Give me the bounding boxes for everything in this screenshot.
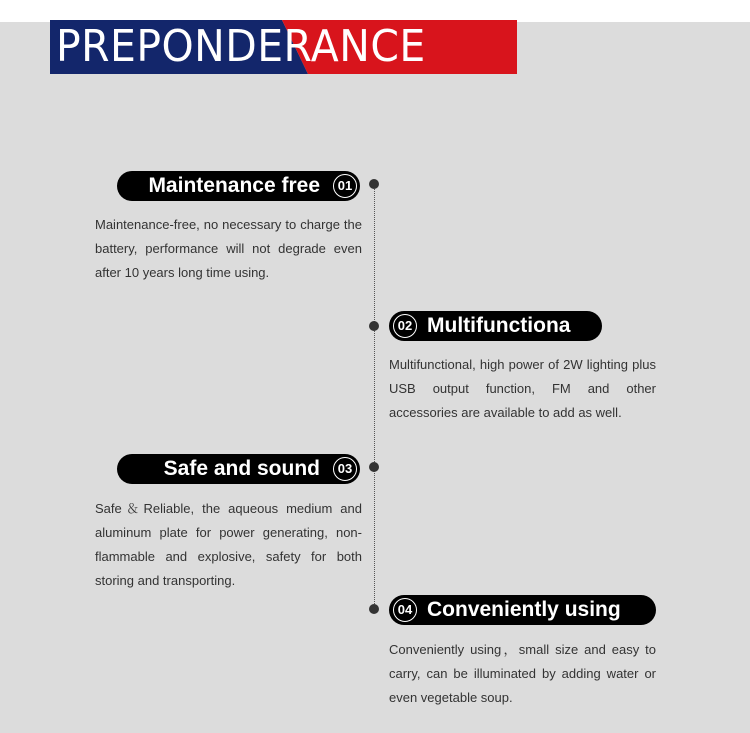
- feature-title-01: Maintenance free: [148, 174, 320, 197]
- feature-description-01: Maintenance-free, no necessary to charge the battery, performance will not degrade even after 10 years long time using.: [95, 217, 362, 280]
- preponderance-banner: [50, 20, 517, 74]
- timeline-dot-02: [369, 321, 379, 331]
- timeline-line: [374, 184, 375, 610]
- banner-title: PREPONDERANCE: [56, 21, 426, 72]
- feature-title-03: Safe and sound: [163, 457, 320, 480]
- timeline-dot-03: [369, 462, 379, 472]
- feature-number-04: 04: [393, 598, 417, 622]
- timeline-dot-01: [369, 179, 379, 189]
- feature-description-04: Conveniently using，small size and easy to carry, can be illuminated by adding water or even vegetable soup.: [389, 642, 656, 705]
- feature-number-01: 01: [333, 174, 357, 198]
- feature-number-02: 02: [393, 314, 417, 338]
- timeline-dot-04: [369, 604, 379, 614]
- feature-title-pill-01: [117, 171, 360, 201]
- feature-description-03: Safe＆Reliable, the aqueous medium and aluminum plate for power generating, non-flammable and explosive, safety for both storing and transporting.: [95, 501, 362, 588]
- feature-title-pill-02: [389, 311, 602, 341]
- feature-description-02: Multifunctional, high power of 2W lighting plus USB output function, FM and other accessories are available to add as well.: [389, 357, 656, 420]
- feature-number-03: 03: [333, 457, 357, 481]
- feature-title-02: Multifunctiona: [427, 314, 571, 337]
- feature-title-04: Conveniently using: [427, 598, 621, 621]
- top-strip: [0, 0, 750, 22]
- feature-title-pill-03: [117, 454, 360, 484]
- feature-title-pill-04: [389, 595, 656, 625]
